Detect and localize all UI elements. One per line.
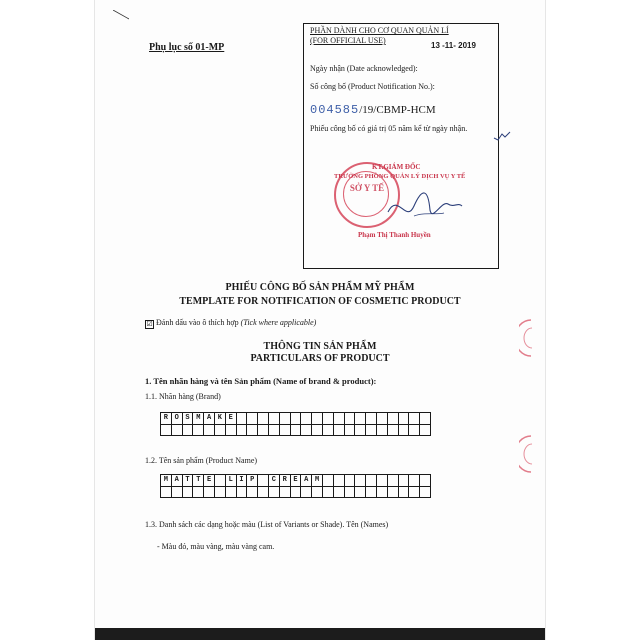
appendix-label: Phụ lục số 01-MP xyxy=(149,42,225,53)
brand-letter-cell xyxy=(366,413,377,425)
brand-letter-cell xyxy=(409,413,420,425)
product-blank-cell xyxy=(333,486,344,498)
brand-blank-cell xyxy=(236,424,247,436)
brand-letter-cell xyxy=(398,413,409,425)
product-blank-cell xyxy=(322,486,333,498)
section-title-vi: THÔNG TIN SẢN PHẨM xyxy=(263,341,377,352)
form-title-en: TEMPLATE FOR NOTIFICATION OF COSMETIC PRODUCT xyxy=(179,296,461,307)
brand-letter-cell xyxy=(344,413,355,425)
brand-letter-cell xyxy=(322,413,333,425)
product-letter-cell xyxy=(258,475,269,487)
product-letter-cell xyxy=(344,475,355,487)
brand-blank-cell xyxy=(344,424,355,436)
tick-instruction xyxy=(145,318,316,329)
brand-blank-cell xyxy=(279,424,290,436)
brand-letter-cell: A xyxy=(204,413,215,425)
brand-blank-cell xyxy=(366,424,377,436)
brand-blank-cell xyxy=(258,424,269,436)
product-blank-cell xyxy=(301,486,312,498)
product-letter-cell: A xyxy=(171,475,182,487)
tick-instruction-vi: Đánh dấu vào ô thích hợp xyxy=(156,318,239,327)
product-blank-cell xyxy=(161,486,172,498)
tick-instruction-en: (Tick where applicable) xyxy=(240,318,317,327)
scan-mark-icon xyxy=(113,10,129,20)
product-blank-cell xyxy=(366,486,377,498)
tick-pen-mark-icon xyxy=(493,130,511,142)
brand-letter-cell: K xyxy=(214,413,225,425)
product-letter-cell xyxy=(214,475,225,487)
date-acknowledged-label: Ngày nhận (Date acknowledged): xyxy=(310,64,418,73)
product-blank-cell xyxy=(204,486,215,498)
product-blank-cell xyxy=(247,486,258,498)
product-letter-cell: T xyxy=(182,475,193,487)
acknowledged-date: 13 -11- 2019 xyxy=(431,41,476,50)
signature-icon xyxy=(384,182,464,232)
brand-blank-cell xyxy=(312,424,323,436)
product-letter-cell xyxy=(420,475,431,487)
product-letter-cell xyxy=(387,475,398,487)
product-blank-cell xyxy=(290,486,301,498)
brand-letter-cell xyxy=(268,413,279,425)
brand-letter-cell xyxy=(290,413,301,425)
brand-letter-cell xyxy=(279,413,290,425)
question-1-1: 1.1. Nhãn hàng (Brand) xyxy=(145,392,221,401)
product-blank-cell xyxy=(268,486,279,498)
brand-letter-cell xyxy=(247,413,258,425)
product-letter-cell xyxy=(355,475,366,487)
form-title-vi: PHIẾU CÔNG BỐ SẢN PHẨM MỸ PHẨM xyxy=(225,282,415,293)
brand-blank-cell xyxy=(193,424,204,436)
official-use-box xyxy=(303,23,499,269)
notification-number-digits: 004585 xyxy=(310,103,360,117)
product-blank-cell xyxy=(279,486,290,498)
product-blank-cell xyxy=(387,486,398,498)
question-1-2: 1.2. Tên sản phẩm (Product Name) xyxy=(145,456,258,465)
brand-letter-cell: S xyxy=(182,413,193,425)
brand-letter-cell: E xyxy=(225,413,236,425)
brand-blank-cell xyxy=(409,424,420,436)
brand-letter-cell: M xyxy=(193,413,204,425)
product-blank-cell xyxy=(225,486,236,498)
product-letter-cell xyxy=(398,475,409,487)
product-letter-cell: R xyxy=(279,475,290,487)
product-blank-cell xyxy=(376,486,387,498)
scan-bottom-edge xyxy=(95,628,545,640)
brand-blank-cell xyxy=(182,424,193,436)
product-letter-cell xyxy=(366,475,377,487)
brand-blank-cell xyxy=(398,424,409,436)
product-letter-cell xyxy=(322,475,333,487)
brand-letter-cell: O xyxy=(171,413,182,425)
brand-blank-cell xyxy=(268,424,279,436)
product-letter-cell: C xyxy=(268,475,279,487)
stamp-department: TRƯỞNG PHÒNG QUẢN LÝ DỊCH VỤ Y TẾ xyxy=(334,173,466,180)
brand-blank-cell xyxy=(204,424,215,436)
brand-blank-cell xyxy=(322,424,333,436)
notification-number xyxy=(310,100,436,118)
brand-letter-cell: R xyxy=(161,413,172,425)
brand-grid xyxy=(160,412,431,436)
brand-blank-cell xyxy=(171,424,182,436)
signer-name: Phạm Thị Thanh Huyền xyxy=(358,231,431,239)
brand-blank-cell xyxy=(301,424,312,436)
brand-blank-cell xyxy=(290,424,301,436)
product-blank-cell xyxy=(398,486,409,498)
product-blank-cell xyxy=(214,486,225,498)
stamp-edge-mark-icon xyxy=(519,434,533,474)
product-letter-cell: P xyxy=(247,475,258,487)
product-letter-cell: M xyxy=(161,475,172,487)
product-blank-cell xyxy=(409,486,420,498)
brand-letter-cell xyxy=(376,413,387,425)
brand-letter-cell xyxy=(333,413,344,425)
product-letter-cell: A xyxy=(301,475,312,487)
checkbox-icon: ☑ xyxy=(146,320,153,328)
product-blank-cell xyxy=(344,486,355,498)
brand-letter-cell xyxy=(301,413,312,425)
official-header-vi: PHẦN DÀNH CHO CƠ QUAN QUẢN LÍ xyxy=(310,26,449,35)
brand-blank-cell xyxy=(214,424,225,436)
product-letter-cell xyxy=(376,475,387,487)
validity-text: Phiếu công bố có giá trị 05 năm kể từ ngày nhận. xyxy=(310,124,468,133)
product-grid xyxy=(160,474,431,498)
product-blank-cell xyxy=(193,486,204,498)
product-letter-cell: E xyxy=(290,475,301,487)
product-letter-cell: I xyxy=(236,475,247,487)
product-letter-cell: L xyxy=(225,475,236,487)
section-title-en: PARTICULARS OF PRODUCT xyxy=(250,353,390,364)
brand-blank-cell xyxy=(161,424,172,436)
brand-blank-cell xyxy=(225,424,236,436)
brand-letter-cell xyxy=(387,413,398,425)
product-blank-cell xyxy=(182,486,193,498)
seal-text: SỞ Y TẾ xyxy=(349,183,385,193)
brand-blank-cell xyxy=(247,424,258,436)
brand-blank-cell xyxy=(355,424,366,436)
product-letter-cell: E xyxy=(204,475,215,487)
brand-blank-cell xyxy=(376,424,387,436)
shade-list: - Màu đỏ, màu vàng, màu vàng cam. xyxy=(157,542,275,551)
brand-letter-cell xyxy=(258,413,269,425)
notification-number-label: Số công bố (Product Notification No.): xyxy=(310,82,435,91)
brand-blank-cell xyxy=(333,424,344,436)
product-letter-cell: M xyxy=(312,475,323,487)
product-blank-cell xyxy=(171,486,182,498)
question-1: 1. Tên nhãn hàng và tên Sản phẩm (Name of brand & product): xyxy=(145,376,377,386)
product-letter-cell: T xyxy=(193,475,204,487)
brand-letter-cell xyxy=(236,413,247,425)
official-header-en: (FOR OFFICIAL USE) xyxy=(310,36,386,45)
brand-letter-cell xyxy=(312,413,323,425)
stamp-edge-mark-icon xyxy=(519,318,533,358)
stamp-title: KT.GIÁM ĐỐC xyxy=(372,163,421,171)
notification-number-suffix: /19/CBMP-HCM xyxy=(359,104,436,116)
product-blank-cell xyxy=(312,486,323,498)
product-blank-cell xyxy=(236,486,247,498)
brand-letter-cell xyxy=(420,413,431,425)
product-letter-cell xyxy=(333,475,344,487)
product-blank-cell xyxy=(420,486,431,498)
brand-blank-cell xyxy=(387,424,398,436)
brand-letter-cell xyxy=(355,413,366,425)
product-blank-cell xyxy=(258,486,269,498)
question-1-3: 1.3. Danh sách các dạng hoặc màu (List of Variants or Shade). Tên (Names) xyxy=(145,520,389,529)
product-blank-cell xyxy=(355,486,366,498)
product-letter-cell xyxy=(409,475,420,487)
brand-blank-cell xyxy=(420,424,431,436)
